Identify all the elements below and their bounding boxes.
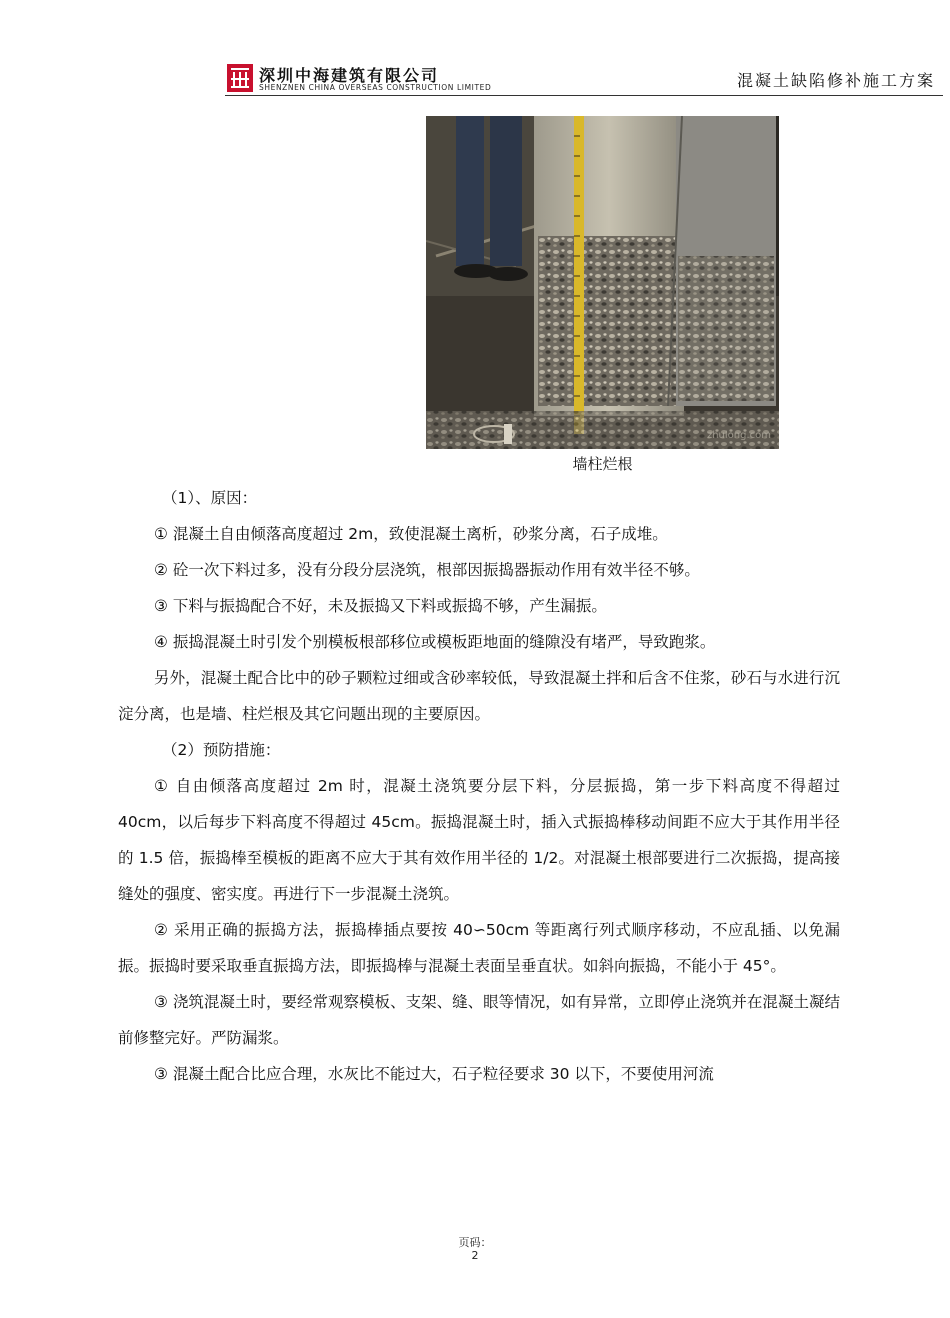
- prevention-item-4: ③ 混凝土配合比应合理，水灰比不能过大，石子粒径要求 30 以下，不要使用河流: [154, 1065, 714, 1083]
- figure-photo: [426, 116, 779, 449]
- header-divider: [225, 95, 943, 96]
- photo-watermark: zhulong.com: [706, 430, 771, 441]
- page-label: 页码：: [458, 1236, 492, 1249]
- cause-item-2: ② 砼一次下料过多，没有分段分层浇筑，根部因振捣器振动作用有效半径不够。: [154, 561, 700, 579]
- prevention-item-1: ① 自由倾落高度超过 2m 时，混凝土浇筑要分层下料，分层振捣，第一步下料高度不得超过 40cm，以后每步下料高度不得超过 45cm。振捣混凝土时，插入式振捣棒移动间距不应大于其作用半径的 1.5 倍，振捣棒至模板的距离不应大于其有效作用半径的 1/2。对混凝土根部要进行二次振捣，提高接缝处的强度、密实度。再进行下一步混凝土浇筑。: [118, 777, 840, 903]
- cause-item-4: ④ 振捣混凝土时引发个别模板根部移位或模板距地面的缝隙没有堵严，导致跑浆。: [154, 633, 716, 651]
- page-number: 2: [471, 1249, 479, 1262]
- section-heading-prevention: （2）预防措施：: [162, 741, 281, 759]
- page-header: [225, 62, 943, 96]
- section-heading-causes: （1）、原因：: [162, 489, 258, 507]
- cause-item-1: ① 混凝土自由倾落高度超过 2m，致使混凝土离析，砂浆分离，石子成堆。: [154, 525, 668, 543]
- body-text: [118, 480, 840, 1092]
- company-name-cn: 深圳中海建筑有限公司: [259, 66, 440, 85]
- prevention-item-3: ③ 浇筑混凝土时，要经常观察模板、支架、缝、眼等情况，如有异常，立即停止浇筑并在混凝土凝结前修整完好。严防漏浆。: [118, 993, 840, 1047]
- page-footer: [400, 1236, 550, 1262]
- cause-additional: 另外，混凝土配合比中的砂子颗粒过细或含砂率较低，导致混凝土拌和后含不住浆，砂石与水进行沉淀分离，也是墙、柱烂根及其它问题出现的主要原因。: [118, 669, 840, 723]
- cause-item-3: ③ 下料与振捣配合不好，未及振捣又下料或振捣不够，产生漏振。: [154, 597, 607, 615]
- company-name-en: SHENZNEN CHINA OVERSEAS CONSTRUCTION LIMITED: [259, 83, 492, 92]
- company-logo-icon: [227, 64, 253, 92]
- figure-caption: 墙柱烂根: [572, 455, 633, 473]
- prevention-item-2: ② 采用正确的振捣方法，振捣棒插点要按 40∽50cm 等距离行列式顺序移动，不应乱插、以免漏振。振捣时要采取垂直振捣方法，即振捣棒与混凝土表面呈垂直状。如斜向振捣，不能小于 45°。: [118, 921, 840, 975]
- document-title: 混凝土缺陷修补施工方案: [736, 71, 935, 90]
